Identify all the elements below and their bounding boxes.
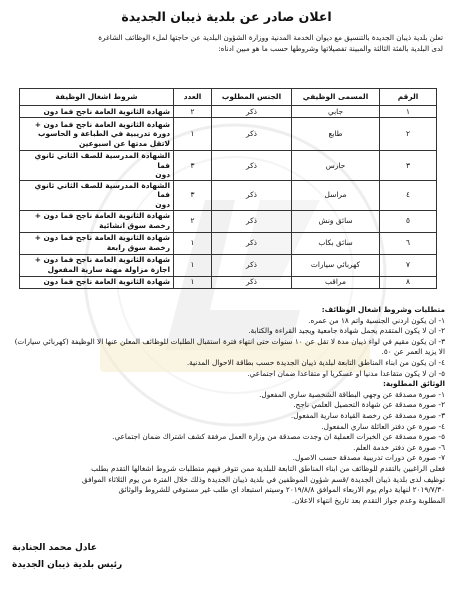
header-count: العدد bbox=[174, 89, 212, 106]
req-line: لاتقل مدتها عن اسبوعين bbox=[78, 138, 170, 148]
announcement-title: اعلان صادر عن بلدية ذيبان الجديدة bbox=[121, 9, 332, 24]
req-line: دون bbox=[155, 170, 170, 180]
row-gender: ذكر bbox=[212, 151, 292, 181]
req-line: دون bbox=[155, 199, 170, 209]
row-job-title: كهربائي سيارات bbox=[292, 254, 380, 276]
row-number: ٧ bbox=[380, 254, 437, 276]
row-number: ٤ bbox=[380, 180, 437, 210]
row-job-title: سائق بكاب bbox=[292, 232, 380, 254]
row-count: ٣ bbox=[174, 151, 212, 181]
row-gender: ذكر bbox=[212, 118, 292, 151]
req-line: شهادة الثانوية العامة ناجح فما دون + bbox=[34, 255, 170, 265]
body-line: ٣- ان يكون مقيم في لواء ذيبان مدة لا تقل عن ١٠ سنوات حتى انتهاء فترة استقبال الطلبات للوظائف المعلن عنها الا الوظيفة (كهربائي سيارات) bbox=[14, 336, 445, 346]
row-job-title: حارس bbox=[292, 151, 380, 181]
row-count: ٢ bbox=[174, 106, 212, 118]
row-requirements bbox=[20, 210, 174, 232]
row-job-title: طابع bbox=[292, 118, 380, 151]
row-gender: ذكر bbox=[212, 210, 292, 232]
body-line: الا يزيد العمر عن ٥٠. bbox=[381, 347, 445, 357]
body-line: ٤- صورة عن دفتر العائلة ساري المفعول. bbox=[321, 421, 445, 431]
intro-line: لدى البلدية بالفئة الثالثة والمبينة تفصيلاتها وشروطها حسب ما هو مبين ادناه: bbox=[218, 44, 443, 53]
row-number: ٦ bbox=[380, 232, 437, 254]
row-number: ٣ bbox=[380, 151, 437, 181]
row-count: ١ bbox=[174, 276, 212, 288]
req-line: شهادة الثانوية العامة ناجح فما دون + bbox=[34, 119, 170, 129]
row-requirements bbox=[20, 106, 174, 118]
row-count: ١ bbox=[174, 118, 212, 151]
row-requirements bbox=[20, 276, 174, 288]
signature-block bbox=[12, 540, 192, 574]
row-number: ٨ bbox=[380, 276, 437, 288]
req-line: شهادة الثانوية العامة ناجح فما دون bbox=[43, 106, 170, 116]
req-line: دورة تدريبية في الطباعة و الحاسوب bbox=[38, 129, 170, 139]
body-line: ٢- ان لا يكون المتقدم يحمل شهادة جامعية ويجيد القراءة والكتابة. bbox=[248, 326, 445, 336]
row-requirements bbox=[20, 180, 174, 210]
mayor-name: عادل محمد الجنادبة bbox=[12, 543, 97, 553]
body-line: فعلى الراغبين بالتقدم للوظائف من ابناء المناطق التابعة للبلدية ممن تتوفر فيهم متطلبات شروط اشغالها التقدم بطلب bbox=[91, 463, 445, 473]
row-gender: ذكر bbox=[212, 180, 292, 210]
table-row bbox=[20, 151, 437, 181]
body-line: ٢٠١٩/٧/٣٠ لنهاية دوام يوم الاربعاء الموافق ٢٠١٩/٨/٨ وسيتم استبعاد اي طلب غير مستوفي للشروط والوثائق bbox=[118, 485, 445, 495]
header-gender: الجنس المطلوب bbox=[212, 89, 292, 106]
requirements-and-documents bbox=[8, 305, 445, 506]
row-requirements bbox=[20, 254, 174, 276]
req-line: رخصة سوق انشائية bbox=[99, 221, 170, 231]
body-line: توظيف لدى بلدية ذيبان الجديدة /قسم شؤون الموظفين في بلدية ذيبان الجديدة وذلك خلال الفترة من يوم الثلاثاء الموافق bbox=[82, 474, 445, 484]
body-line: ٧- صورة عن دورات تدريبية مصدقة حسب الاصول. bbox=[292, 453, 445, 463]
section-heading: الوثائق المطلوبة: bbox=[382, 379, 445, 389]
row-count: ٢ bbox=[174, 210, 212, 232]
intro-line: تعلن بلدية ذيبان الجديدة بالتنسيق مع ديوان الخدمة المدنية ووزارة الشؤون البلدية عن حاجتها لملء الوظائف الشاغرة bbox=[98, 33, 443, 42]
row-requirements bbox=[20, 151, 174, 181]
body-line: ١- ان يكون اردني الجنسية واتم ١٨ من عمره. bbox=[308, 315, 445, 325]
row-job-title: مراقب bbox=[292, 276, 380, 288]
body-line: ٥- صورة مصدقة عن الخبرات العملية ان وجدت مصدقة من وزارة العمل مرفقة كشف اشتراك ضمان اجتماعي. bbox=[112, 432, 445, 442]
section-heading: متطلبات وشروط اشغال الوظائف: bbox=[321, 305, 445, 314]
table-row bbox=[20, 254, 437, 276]
table-row bbox=[20, 180, 437, 210]
body-line: ٣- صورة مصدقة عن رخصة القيادة سارية المفعول. bbox=[290, 410, 445, 420]
row-requirements bbox=[20, 232, 174, 254]
req-line: الشهادة المدرسية للصف الثاني ثانوي فما bbox=[34, 180, 170, 200]
row-job-title: سائق ونش bbox=[292, 210, 380, 232]
table-row bbox=[20, 276, 437, 288]
row-gender: ذكر bbox=[212, 106, 292, 118]
row-count: ١ bbox=[174, 232, 212, 254]
header-number: الرقم bbox=[380, 89, 437, 106]
body-line: ٤- ان يكون من ابناء المناطق التابعة لبلدية ذيبان الجديدة حسب بطاقة الاحوال المدنية. bbox=[186, 357, 445, 367]
req-line: الشهادة المدرسية للصف الثاني ثانوي فما bbox=[34, 151, 170, 170]
intro-paragraph bbox=[10, 32, 443, 54]
jobs-table bbox=[19, 88, 437, 289]
table-row bbox=[20, 106, 437, 118]
row-job-title: مراسل bbox=[292, 180, 380, 210]
row-gender: ذكر bbox=[212, 232, 292, 254]
body-line: ٢- صورة مصدقة عن شهادة التحصيل العلمي ناجح. bbox=[293, 400, 445, 410]
row-number: ٥ bbox=[380, 210, 437, 232]
req-line: رخصة سوق رابعة bbox=[106, 243, 170, 253]
req-line: شهادة الثانوية العامة ناجح فما دون bbox=[43, 277, 170, 287]
row-number: ١ bbox=[380, 106, 437, 118]
body-line: المطلوبة وعدم جواز التقدم بعد تاريخ انتهاء الاعلان. bbox=[291, 495, 445, 505]
table-row bbox=[20, 210, 437, 232]
mayor-position: رئيس بلدية ذيبان الجديدة bbox=[12, 560, 123, 570]
row-job-title: جابي bbox=[292, 106, 380, 118]
header-job-title: المسمى الوظيفي bbox=[292, 89, 380, 106]
req-line: شهادة الثانوية العامة ناجح فما دون + bbox=[34, 211, 170, 221]
table-row bbox=[20, 232, 437, 254]
table-row bbox=[20, 118, 437, 151]
row-count: ١ bbox=[174, 254, 212, 276]
row-gender: ذكر bbox=[212, 276, 292, 288]
row-gender: ذكر bbox=[212, 254, 292, 276]
body-line: ١- صورة مصدقة عن وجهي البطاقة الشخصية ساري المفعول. bbox=[259, 389, 445, 399]
row-number: ٢ bbox=[380, 118, 437, 151]
header-requirements: شروط اشغال الوظيفة bbox=[20, 89, 174, 106]
req-line: اجازة مزاولة مهنة سارية المفعول bbox=[47, 265, 170, 275]
row-requirements bbox=[20, 118, 174, 151]
req-line: شهادة الثانوية العامة ناجح فما دون + bbox=[34, 233, 170, 243]
body-line: ٥- ان لا يكون متقاعدا مدنيا او عسكريا او متقاعدا ضمان اجتماعي. bbox=[247, 368, 445, 378]
body-line: ٦- صورة عن دفتر خدمة العلم. bbox=[353, 442, 445, 452]
table-header-row bbox=[20, 89, 437, 106]
row-count: ٣ bbox=[174, 180, 212, 210]
